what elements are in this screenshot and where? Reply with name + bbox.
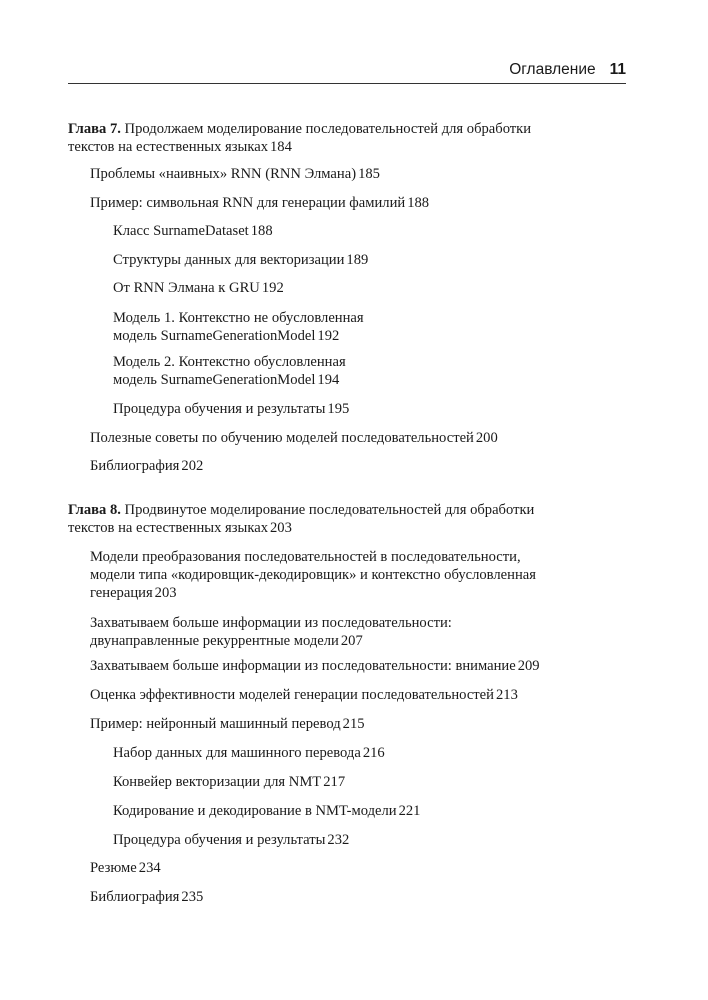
toc-entry-last-line <box>68 519 626 537</box>
toc-entry[interactable] <box>90 429 626 447</box>
toc-entry-title: Пример: символьная RNN для генерации фамилий <box>90 195 406 211</box>
page-number: 185 <box>358 166 380 182</box>
toc-entry[interactable] <box>90 657 626 675</box>
page-number: 200 <box>475 430 498 446</box>
toc-entry-last-line <box>113 371 626 389</box>
toc-entry-last-line <box>90 457 626 475</box>
page-number: 235 <box>181 889 204 905</box>
toc-entry[interactable] <box>113 831 626 849</box>
chapter-label: Глава 7. <box>68 121 121 137</box>
chapter-entry[interactable] <box>68 501 626 537</box>
toc-entry-title: Модели преобразования последовательностей в последовательности, <box>90 549 521 565</box>
toc-entry[interactable] <box>90 457 626 475</box>
toc-entry-title: Захватываем больше информации из последовательности: внимание <box>90 658 516 674</box>
toc-entry-title: Модель 1. Контекстно не обусловленная <box>113 310 364 326</box>
toc-entry[interactable] <box>90 888 626 906</box>
page-number: 215 <box>342 716 365 732</box>
toc-entry-title: модели типа «кодировщик-декодировщик» и контекстно обусловленная <box>90 567 536 583</box>
toc-entry-title: От RNN Элмана к GRU <box>113 280 260 296</box>
toc-entry[interactable] <box>113 251 626 269</box>
page-number: 232 <box>327 832 350 848</box>
page-number: 213 <box>495 687 518 703</box>
toc-entry-title: Пример: нейронный машинный перевод <box>90 716 341 732</box>
toc-entry-title: Глава 8. Продвинутое моделирование последовательностей для обработки <box>68 502 535 518</box>
toc-entry[interactable] <box>90 548 626 602</box>
page-number: 202 <box>181 458 204 474</box>
toc-entry-title: Оценка эффективности моделей генерации последовательностей <box>90 687 494 703</box>
page-number: 203 <box>270 520 292 536</box>
toc-entry-last-line <box>113 327 626 345</box>
toc-entry-title: модель SurnameGenerationModel <box>113 328 316 344</box>
toc-entry-last-line <box>90 584 626 602</box>
toc-entry[interactable] <box>90 194 626 212</box>
toc-entry-title: Библиография <box>90 889 180 905</box>
toc-entry-title: Класс SurnameDataset <box>113 223 249 239</box>
toc-entry[interactable] <box>90 686 626 704</box>
toc-entry[interactable] <box>113 400 626 418</box>
toc-entry[interactable] <box>113 353 626 389</box>
toc-entry[interactable] <box>90 614 626 650</box>
toc-entry[interactable] <box>113 309 626 345</box>
page-number: 221 <box>398 803 421 819</box>
toc-entry[interactable] <box>113 773 626 791</box>
chapter-label: Глава 8. <box>68 502 121 518</box>
toc-entry-title: текстов на естественных языках <box>68 520 268 536</box>
page-number: 188 <box>407 195 430 211</box>
page-number: 192 <box>261 280 284 296</box>
toc-entry-last-line <box>90 165 626 183</box>
toc-entry-last-line <box>90 657 626 675</box>
toc-entry-last-line <box>113 400 626 418</box>
toc-entry-title: Процедура обучения и результаты <box>113 401 326 417</box>
header-rule <box>68 83 626 84</box>
toc-entry-last-line <box>113 279 626 297</box>
page-number: 184 <box>270 139 292 155</box>
toc-entry-line <box>90 566 626 584</box>
toc-entry-line <box>90 614 626 632</box>
toc-entry-last-line <box>90 632 626 650</box>
toc-entry-title: Процедура обучения и результаты <box>113 832 326 848</box>
toc-entry-last-line <box>68 138 626 156</box>
toc-entry-title: модель SurnameGenerationModel <box>113 372 316 388</box>
toc-entry-line <box>90 548 626 566</box>
toc-entry-title: генерация <box>90 585 153 601</box>
toc-entry-last-line <box>113 831 626 849</box>
page-number: 189 <box>346 252 369 268</box>
toc-entry-title: текстов на естественных языках <box>68 139 268 155</box>
toc-entry-title: Структуры данных для векторизации <box>113 252 345 268</box>
toc-entry-last-line <box>113 251 626 269</box>
toc-entry-last-line <box>113 744 626 762</box>
page-number: 195 <box>327 401 350 417</box>
toc-entry-last-line <box>90 686 626 704</box>
running-header <box>68 58 626 82</box>
page-number: 203 <box>154 585 177 601</box>
toc-entry-last-line <box>90 194 626 212</box>
toc-entry-last-line <box>113 802 626 820</box>
toc-entry-line <box>68 120 626 138</box>
toc-entry-title: Конвейер векторизации для NMT <box>113 774 322 790</box>
page-number: 209 <box>517 658 540 674</box>
toc-entry-last-line <box>90 888 626 906</box>
toc-entry-line <box>68 501 626 519</box>
page-number: 192 <box>317 328 340 344</box>
toc-entry[interactable] <box>113 222 626 240</box>
toc-entry[interactable] <box>113 744 626 762</box>
toc-entry[interactable] <box>90 715 626 733</box>
page-number: 188 <box>250 223 273 239</box>
chapter-entry[interactable] <box>68 120 626 156</box>
toc-entry-title: Модель 2. Контекстно обусловленная <box>113 354 346 370</box>
toc-entry[interactable] <box>90 859 626 877</box>
page-number: 234 <box>138 860 161 876</box>
toc-entry[interactable] <box>113 279 626 297</box>
toc-entry[interactable] <box>90 165 626 183</box>
header-page-number: 11 <box>609 61 626 78</box>
toc-entry-title: Библиография <box>90 458 180 474</box>
page-number: 194 <box>317 372 340 388</box>
toc-entry-line <box>113 309 626 327</box>
page-number: 216 <box>362 745 385 761</box>
toc-entry-title: Проблемы «наивных» RNN (RNN Элмана) <box>90 166 357 182</box>
toc-entry[interactable] <box>113 802 626 820</box>
header-title: Оглавление <box>509 61 596 78</box>
toc-entry-line <box>113 353 626 371</box>
toc-entry-title: Кодирование и декодирование в NMT-модели <box>113 803 397 819</box>
toc-entry-title: Полезные советы по обучению моделей последовательностей <box>90 430 474 446</box>
toc-entry-title: Глава 7. Продолжаем моделирование последовательностей для обработки <box>68 121 532 137</box>
toc-entry-title: Захватываем больше информации из последовательности: <box>90 615 452 631</box>
toc-entry-title: Набор данных для машинного перевода <box>113 745 361 761</box>
toc-entry-last-line <box>90 429 626 447</box>
toc-entry-last-line <box>113 773 626 791</box>
toc-entry-title: двунаправленные рекуррентные модели <box>90 633 339 649</box>
toc-entry-last-line <box>90 715 626 733</box>
toc-entry-last-line <box>113 222 626 240</box>
toc-entry-title: Резюме <box>90 860 137 876</box>
toc-entry-last-line <box>90 859 626 877</box>
page-number: 217 <box>323 774 346 790</box>
page-number: 207 <box>340 633 363 649</box>
